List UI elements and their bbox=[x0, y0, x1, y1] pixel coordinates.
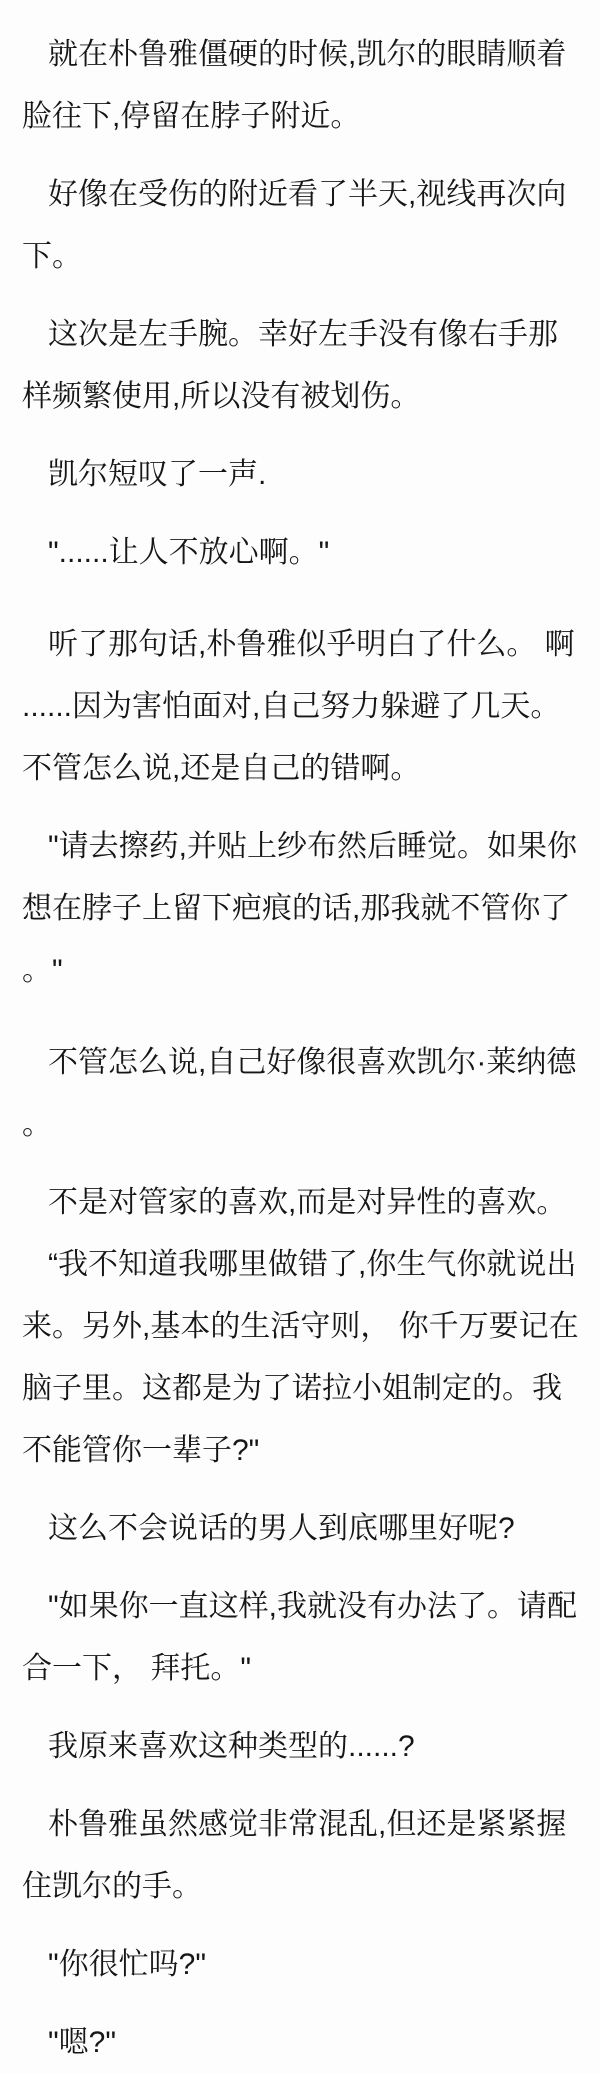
paragraph: 听了那句话,朴鲁雅似乎明白了什么。 啊......因为害怕面对,自己努力躲避了几天。 不管怎么说,还是自己的错啊。 bbox=[22, 628, 575, 785]
paragraph: 不管怎么说,自己好像很喜欢凯尔·莱纳德。 bbox=[22, 1046, 577, 1141]
paragraph: 不是对管家的喜欢,而是对异性的喜欢。 bbox=[48, 1186, 567, 1219]
paragraph: 就在朴鲁雅僵硬的时候,凯尔的眼睛顺着脸往下,停留在脖子附近。 bbox=[22, 38, 567, 133]
paragraph-dialogue: "......让人不放心啊。" bbox=[48, 536, 330, 569]
paragraph: 这次是左手腕。幸好左手没有像右手那样频繁使用,所以没有被划伤。 bbox=[22, 318, 558, 413]
paragraph: 这么不会说话的男人到底哪里好呢? bbox=[48, 1512, 515, 1545]
paragraph-dialogue: "你很忙吗?" bbox=[48, 1948, 206, 1981]
paragraph: 好像在受伤的附近看了半天,视线再次向下。 bbox=[22, 178, 567, 273]
paragraph-dialogue: "如果你一直这样,我就没有办法了。请配合一下， 拜托。" bbox=[22, 1590, 577, 1685]
paragraph-dialogue: "请去擦药,并贴上纱布然后睡觉。如果你想在脖子上留下疤痕的话,那我就不管你了。" bbox=[22, 830, 577, 987]
paragraph-dialogue: “我不知道我哪里做错了,你生气你就说出来。另外,基本的生活守则， 你千万要记在脑子里。这都是为了诺拉小姐制定的。我不能管你一辈子?" bbox=[22, 1248, 579, 1467]
paragraph: 朴鲁雅虽然感觉非常混乱,但还是紧紧握住凯尔的手。 bbox=[22, 1808, 567, 1903]
paragraph-dialogue: "嗯?" bbox=[48, 2026, 116, 2059]
paragraph: 我原来喜欢这种类型的......? bbox=[48, 1730, 415, 1763]
paragraph: 凯尔短叹了一声. bbox=[48, 458, 267, 491]
